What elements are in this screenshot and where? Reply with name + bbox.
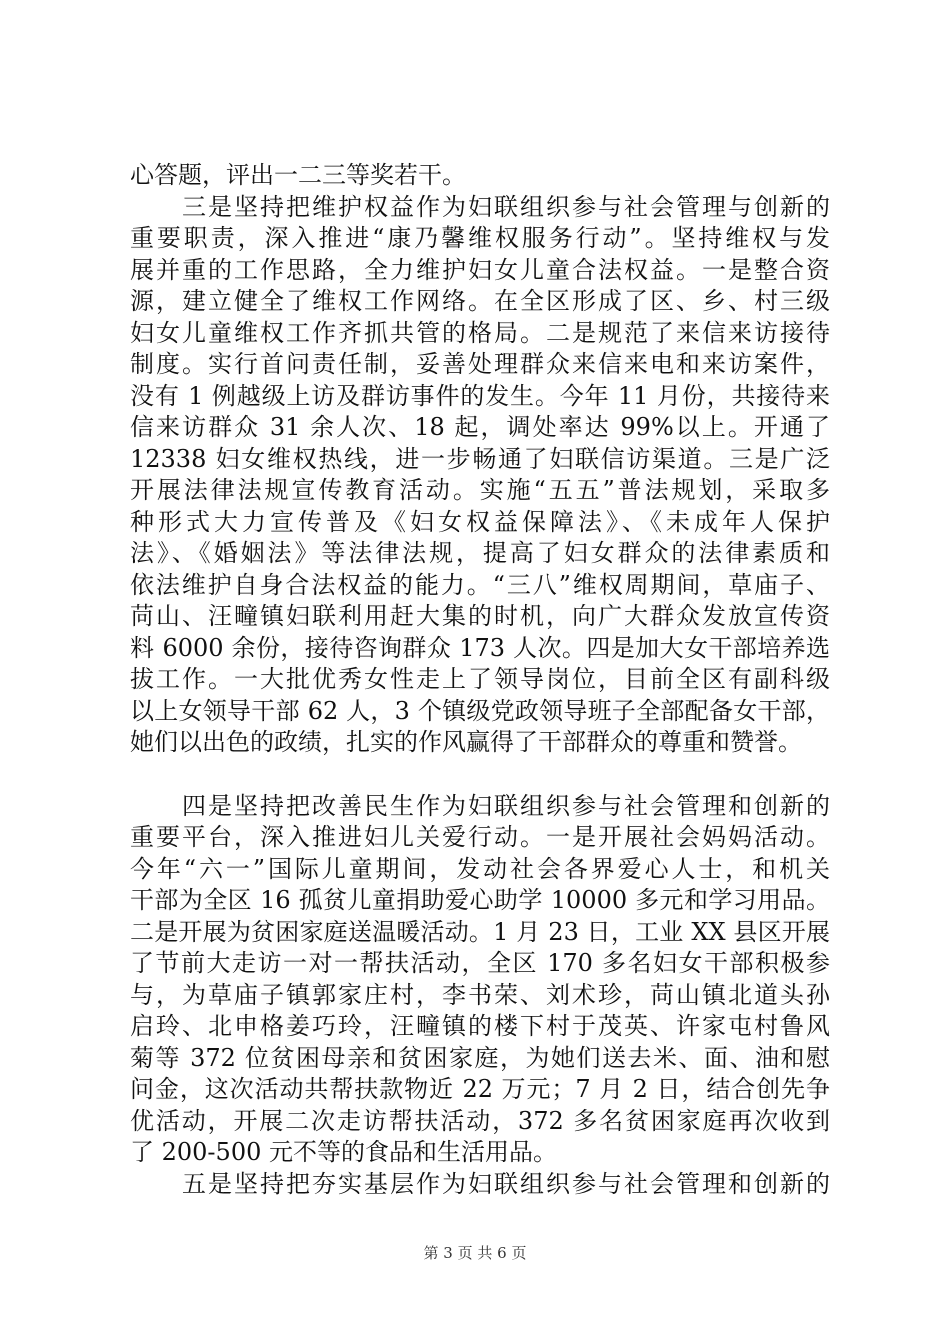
text-line: 与，为草庙子镇郭家庄村，李书荣、刘术珍，苘山镇北道头孙 bbox=[130, 980, 830, 1009]
text-line: 源，建立健全了维权工作网络。在全区形成了区、乡、村三级 bbox=[130, 287, 830, 315]
text-line: 问金，这次活动共帮扶款物近 22 万元；7 月 2 日，结合创先争 bbox=[130, 1075, 830, 1103]
text-line: 重要平台，深入推进妇儿关爱行动。一是开展社会妈妈活动。 bbox=[130, 823, 830, 851]
text-line: 料 6000 余份，接待咨询群众 173 人次。四是加大女干部培养选 bbox=[130, 633, 830, 662]
body-text bbox=[130, 160, 830, 1200]
text-line: 妇女儿童维权工作齐抓共管的格局。二是规范了来信来访接待 bbox=[130, 318, 830, 347]
text-line: 优活动，开展二次走访帮扶活动，372 多名贫困家庭再次收到 bbox=[130, 1106, 830, 1135]
text-line: 二是开展为贫困家庭送温暖活动。1 月 23 日，工业 XX 县区开展 bbox=[130, 917, 830, 946]
page-footer: 第 3 页 共 6 页 bbox=[423, 1244, 527, 1262]
text-line: 制度。实行首问责任制，妥善处理群众来信来电和来访案件， bbox=[130, 350, 830, 378]
text-line: 12338 妇女维权热线，进一步畅通了妇联信访渠道。三是广泛 bbox=[130, 444, 830, 473]
text-line: 种形式大力宣传普及《妇女权益保障法》、《未成年人保护 bbox=[130, 507, 830, 536]
paragraph-start-line: 四是坚持把改善民生作为妇联组织参与社会管理和创新的 bbox=[130, 791, 830, 820]
text-line: 心答题，评出一二三等奖若干。 bbox=[130, 161, 466, 189]
text-line: 法》、《婚姻法》等法律法规，提高了妇女群众的法律素质和 bbox=[130, 539, 830, 567]
text-line: 苘山、汪疃镇妇联利用赶大集的时机，向广大群众发放宣传资 bbox=[130, 602, 830, 630]
text-line: 启玲、北申格姜巧玲，汪疃镇的楼下村于茂英、许家屯村鲁风 bbox=[130, 1012, 830, 1040]
paragraph-start-line: 三是坚持把维护权益作为妇联组织参与社会管理与创新的 bbox=[130, 192, 830, 221]
text-line: 菊等 372 位贫困母亲和贫困家庭，为她们送去米、面、油和慰 bbox=[130, 1043, 830, 1072]
text-line: 她们以出色的政绩，扎实的作风赢得了干部群众的尊重和赞誉。 bbox=[130, 728, 802, 756]
text-line: 展并重的工作思路，全力维护妇女儿童合法权益。一是整合资 bbox=[130, 255, 830, 284]
text-line: 了 200-500 元不等的食品和生活用品。 bbox=[130, 1138, 557, 1166]
text-line: 今年“六一”国际儿童期间，发动社会各界爱心人士，和机关 bbox=[130, 854, 830, 883]
text-line: 信来访群众 31 余人次、18 起，调处率达 99%以上。开通了 bbox=[130, 413, 830, 441]
paragraph-gap bbox=[130, 759, 830, 791]
text-line: 干部为全区 16 孤贫儿童捐助爱心助学 10000 多元和学习用品。 bbox=[130, 886, 830, 914]
text-line: 拔工作。一大批优秀女性走上了领导岗位，目前全区有副科级 bbox=[130, 665, 830, 693]
text-line: 开展法律法规宣传教育活动。实施“五五”普法规划，采取多 bbox=[130, 476, 830, 504]
text-line: 依法维护自身合法权益的能力。“三八”维权周期间，草庙子、 bbox=[130, 570, 830, 599]
text-line: 了节前大走访一对一帮扶活动，全区 170 多名妇女干部积极参 bbox=[130, 949, 830, 977]
text-line: 没有 1 例越级上访及群访事件的发生。今年 11 月份，共接待来 bbox=[130, 381, 830, 410]
text-line: 以上女领导干部 62 人，3 个镇级党政领导班子全部配备女干部， bbox=[130, 696, 830, 725]
paragraph-start-line: 五是坚持把夯实基层作为妇联组织参与社会管理和创新的 bbox=[130, 1169, 830, 1198]
text-line: 重要职责，深入推进“康乃馨维权服务行动”。坚持维权与发 bbox=[130, 224, 830, 252]
